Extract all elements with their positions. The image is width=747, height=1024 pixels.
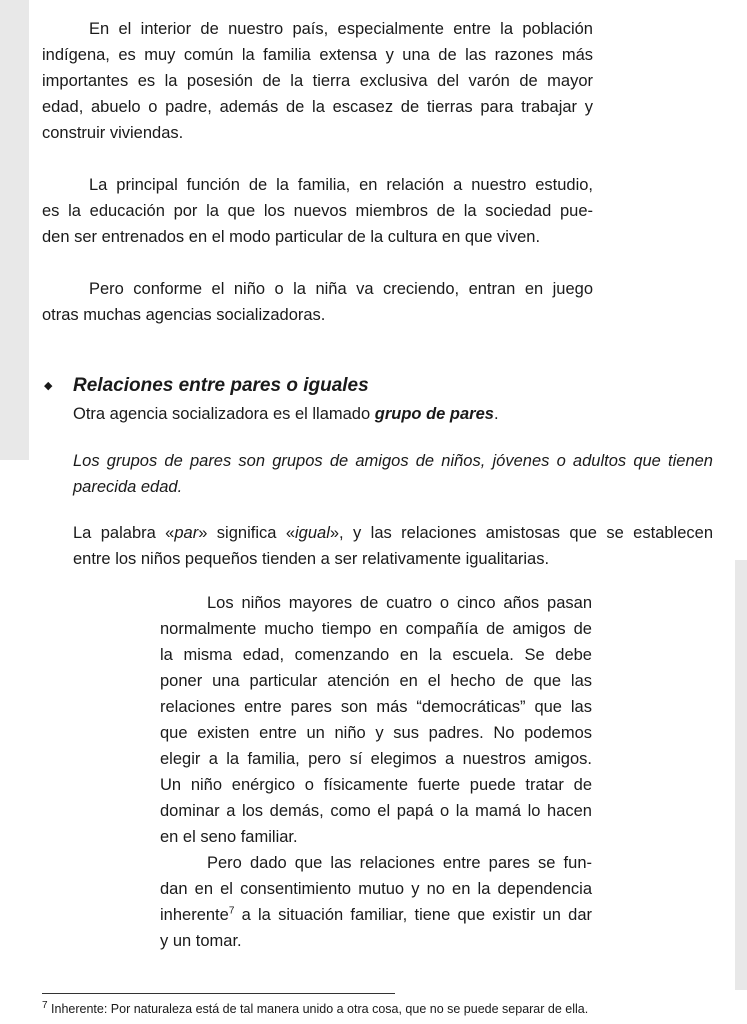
text-line: la misma edad, comenzando en la escuela. Se debe [160,646,592,664]
text-line: poner una particular atención en el hecho de que las [160,672,592,690]
word-meaning-paragraph [73,520,713,572]
text-line: dominar a los demás, como el papá o la mamá lo hacen [160,802,592,820]
text-line: otras muchas agencias socializadoras. [42,306,326,324]
text-line: importantes es la posesión de la tierra exclusiva del varón de mayor [42,72,593,90]
paragraph-other-agencies [42,276,593,328]
text-line: La principal función de la familia, en relación a nuestro estudio, [89,176,593,194]
footnote-text: Inherente: Por naturaleza está de tal manera unido a otra cosa, que no se puede separar de ella. [47,1002,589,1016]
section-intro [73,401,713,427]
text-line: que existen entre un niño y sus padres. No podemos [160,724,592,742]
text-line: construir viviendas. [42,124,184,142]
bullet-diamond-icon: ◆ [44,380,53,392]
text-line [73,520,713,546]
text-line: Los niños mayores de cuatro o cinco años pasan [207,594,592,612]
text-fragment: inherente [160,906,229,924]
right-margin-bar [735,560,747,990]
text-line: indígena, es muy común la familia extensa y una de las razones más [42,46,593,64]
quote-block [160,590,592,954]
text-line: y un tomar. [160,932,242,950]
footnote-divider [42,993,395,994]
section-heading: Relaciones entre pares o iguales [73,375,369,396]
definition-paragraph [73,448,713,500]
text-line: entre los niños pequeños tienden a ser relativamente igualitarias. [73,550,550,568]
paragraph-family-function [42,172,593,250]
text-line: relaciones entre pares son más “democráticas” que las [160,698,592,716]
text-line: En el interior de nuestro país, especialmente entre la población [89,20,593,38]
text-line: dan en el consentimiento mutuo y no en la dependencia [160,880,592,898]
paragraph-extended-family [42,16,593,146]
text-line: en el seno familiar. [160,828,298,846]
text-line [160,902,592,928]
intro-text: Otra agencia socializadora es el llamado [73,405,375,423]
italic-word-igual: igual [295,524,330,542]
text-fragment: » significa « [198,524,295,542]
text-fragment: La palabra « [73,524,175,542]
text-line: Pero conforme el niño o la niña va creciendo, entran en juego [89,280,593,298]
intro-bold-term: grupo de pares [374,405,494,423]
footnote-number: 7 [42,999,48,1011]
text-line: Los grupos de pares son grupos de amigos de niños, jóvenes o adultos que tienen [73,452,713,470]
footnote-reference: 7 [228,905,235,917]
italic-word-par: par [174,524,199,542]
text-line: elegir a la familia, pero sí elegimos a nuestros amigos. [160,750,592,768]
text-line: Pero dado que las relaciones entre pares se fun- [207,854,592,872]
text-line: Un niño enérgico o físicamente fuerte puede tratar de [160,776,592,794]
text-line: den ser entrenados en el modo particular de la cultura en que viven. [42,228,541,246]
text-line: es la educación por la que los nuevos miembros de la sociedad pue- [42,202,593,220]
text-line: parecida edad. [73,478,183,496]
text-line: edad, abuelo o padre, además de la escasez de tierras para trabajar y [42,98,593,116]
text-fragment: », y las relaciones amistosas que se establecen [329,524,713,542]
footnote [42,1000,588,1018]
text-fragment: a la situación familiar, tiene que existir un dar [234,906,592,924]
left-margin-bar [0,0,29,460]
intro-period: . [493,405,499,423]
text-line: normalmente mucho tiempo en compañía de amigos de [160,620,592,638]
